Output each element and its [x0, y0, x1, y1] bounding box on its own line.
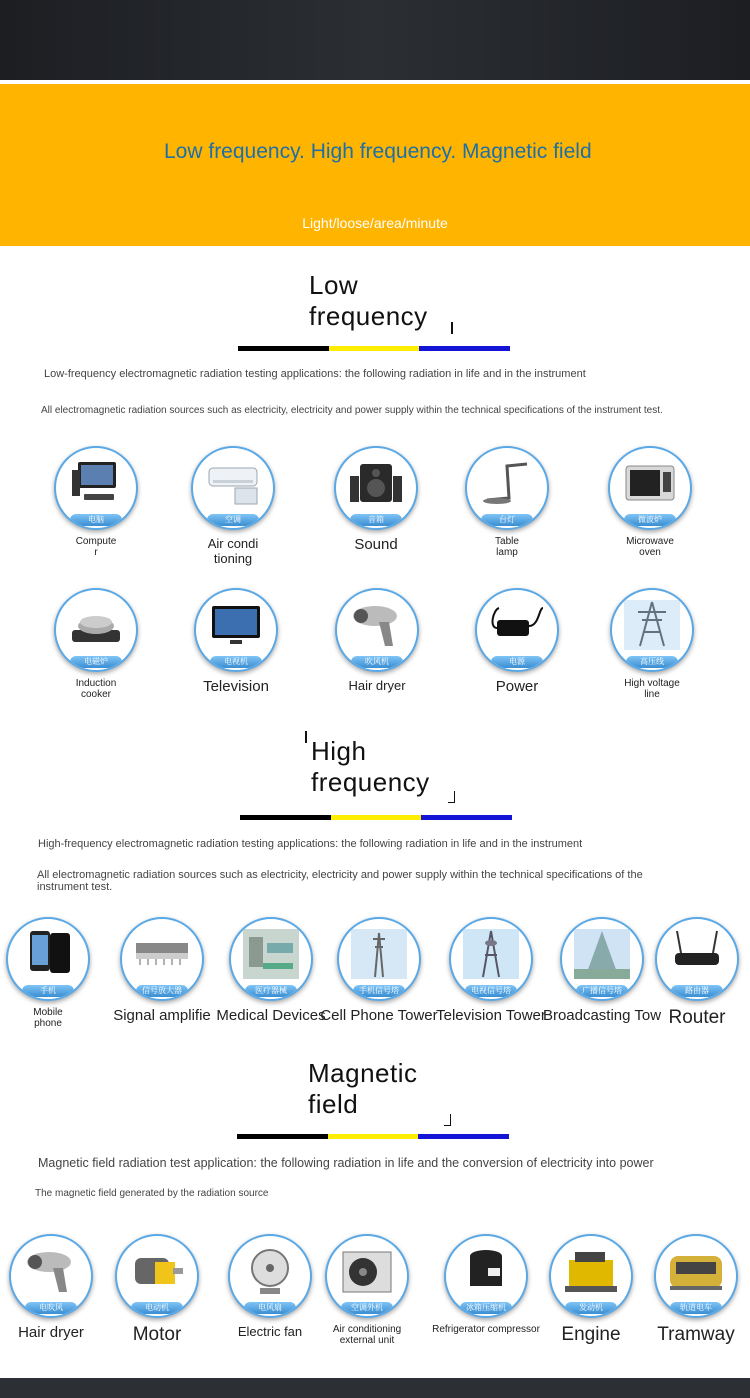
- magnetic-title-line1: Magnetic: [308, 1058, 418, 1088]
- high-title-line1: High: [311, 736, 367, 766]
- microwave-icon: [622, 458, 678, 508]
- item-label: Cell Phone Tower: [320, 1007, 438, 1024]
- item-label: Signal amplifie: [113, 1007, 211, 1024]
- tram-icon: [668, 1246, 724, 1296]
- hair-dryer-icon: [349, 600, 405, 650]
- item-chinese-tag: 电脑: [70, 514, 122, 526]
- item-image-circle: [9, 1234, 93, 1318]
- television-icon: [208, 600, 264, 650]
- magnetic-field-title: [308, 1058, 418, 1120]
- title-tick-mark: [305, 731, 307, 743]
- item-label: Table lamp: [495, 536, 519, 558]
- item-image-circle: [54, 446, 138, 530]
- item-label: Television Tower: [436, 1007, 546, 1024]
- item-chinese-tag: 电磁炉: [70, 656, 122, 668]
- item-image-circle: [449, 917, 533, 1001]
- application-item: [318, 917, 440, 1024]
- item-chinese-tag: 高压线: [626, 656, 678, 668]
- application-item: [316, 446, 436, 553]
- item-image-circle: [120, 917, 204, 1001]
- item-label: Hair dryer: [18, 1324, 84, 1341]
- item-image-circle: [229, 917, 313, 1001]
- power-adapter-icon: [489, 600, 545, 650]
- application-item: [642, 917, 750, 1028]
- item-label: Power: [495, 678, 539, 695]
- item-label: Mobile phone: [33, 1007, 63, 1029]
- router-icon: [669, 929, 725, 979]
- item-chinese-tag: 电吹风: [25, 1302, 77, 1314]
- high-frequency-title: [311, 736, 430, 798]
- item-image-circle: [608, 446, 692, 530]
- speaker-icon: [348, 458, 404, 508]
- hair-dryer-icon: [23, 1246, 79, 1296]
- application-item: [0, 1234, 111, 1341]
- magnetic-description-2: The magnetic field generated by the radiation source: [35, 1188, 269, 1199]
- item-chinese-tag: 手机信号塔: [353, 985, 405, 997]
- engine-icon: [563, 1246, 619, 1296]
- item-chinese-tag: 电风扇: [244, 1302, 296, 1314]
- high-title-line2: frequency: [311, 767, 430, 797]
- table-lamp-icon: [479, 458, 535, 508]
- application-item: [426, 1234, 546, 1335]
- high-description-2: All electromagnetic radiation sources such as electricity, electricity and power supply within the technical specifications of the instrument test.: [37, 869, 643, 893]
- ac-outdoor-unit-icon: [339, 1246, 395, 1296]
- item-image-circle: [6, 917, 90, 1001]
- item-label: Electric fan: [237, 1324, 303, 1339]
- item-image-circle: [475, 588, 559, 672]
- low-title-line2: frequency: [309, 301, 428, 331]
- item-image-circle: [115, 1234, 199, 1318]
- item-image-circle: [191, 446, 275, 530]
- item-chinese-tag: 音箱: [350, 514, 402, 526]
- magnetic-description-1: Magnetic field radiation test application: the following radiation in life and the conversion of electricity into power: [38, 1156, 654, 1170]
- item-chinese-tag: 台灯: [481, 514, 533, 526]
- item-label: Air condi tioning: [207, 536, 259, 566]
- application-item: [36, 588, 156, 700]
- electric-fan-icon: [242, 1246, 298, 1296]
- tricolor-divider: [240, 815, 512, 820]
- tricolor-divider: [237, 1134, 509, 1139]
- application-item: [592, 588, 712, 700]
- application-item: [97, 917, 227, 1024]
- item-image-circle: [610, 588, 694, 672]
- application-item: [211, 917, 331, 1024]
- item-chinese-tag: 信号放大器: [136, 985, 188, 997]
- item-label: High voltage line: [624, 678, 680, 700]
- item-label: Compute r: [75, 536, 117, 558]
- title-corner-mark: [448, 791, 455, 803]
- item-image-circle: [334, 446, 418, 530]
- low-description-1: Low-frequency electromagnetic radiation testing applications: the following radiation in life and in the instrument: [44, 368, 586, 380]
- application-item: [430, 917, 552, 1024]
- low-description-2: All electromagnetic radiation sources such as electricity, electricity and power supply within the technical specifications of the instrument test.: [41, 405, 663, 416]
- item-label: Refrigerator compressor: [432, 1324, 540, 1335]
- item-chinese-tag: 冰箱压缩机: [460, 1302, 512, 1314]
- medical-device-icon: [243, 929, 299, 979]
- banner-subtitle: Light/loose/area/minute: [302, 215, 448, 231]
- magnetic-title-line2: field: [308, 1089, 359, 1119]
- application-item: [307, 1234, 427, 1346]
- item-image-circle: [54, 588, 138, 672]
- item-label: Motor: [132, 1324, 182, 1345]
- top-dark-bar: [0, 0, 750, 80]
- air-conditioner-icon: [205, 458, 261, 508]
- item-image-circle: [325, 1234, 409, 1318]
- item-label: Hair dryer: [348, 678, 406, 693]
- banner-title: Low frequency. High frequency. Magnetic field: [164, 140, 592, 163]
- broadcast-tower-icon: [574, 929, 630, 979]
- tricolor-divider: [238, 346, 510, 351]
- tv-tower-icon: [463, 929, 519, 979]
- item-image-circle: [655, 917, 739, 1001]
- item-image-circle: [194, 588, 278, 672]
- low-frequency-title: [309, 270, 428, 332]
- application-item: [173, 446, 293, 566]
- item-chinese-tag: 路由器: [671, 985, 723, 997]
- title-tick-mark: [451, 322, 453, 334]
- title-corner-mark: [444, 1114, 451, 1126]
- item-label: Induction cooker: [75, 678, 117, 700]
- item-label: Television: [203, 678, 269, 695]
- item-image-circle: [337, 917, 421, 1001]
- item-label: Engine: [561, 1324, 621, 1345]
- compressor-icon: [458, 1246, 514, 1296]
- power-tower-icon: [624, 600, 680, 650]
- item-chinese-tag: 空调: [207, 514, 259, 526]
- application-item: [0, 917, 108, 1029]
- item-label: Broadcasting Tow: [542, 1007, 662, 1024]
- item-chinese-tag: 电视机: [210, 656, 262, 668]
- application-item: [97, 1234, 217, 1345]
- cell-tower-icon: [351, 929, 407, 979]
- low-title-line1: Low: [309, 270, 359, 300]
- high-description-1: High-frequency electromagnetic radiation testing applications: the following radiation in life and in the instrument: [38, 838, 583, 850]
- item-image-circle: [335, 588, 419, 672]
- item-label: Tramway: [657, 1324, 735, 1345]
- item-label: Medical Devices: [216, 1007, 326, 1024]
- application-item: [447, 446, 567, 558]
- application-item: [636, 1234, 750, 1345]
- signal-amplifier-icon: [134, 929, 190, 979]
- computer-icon: [68, 458, 124, 508]
- item-image-circle: [654, 1234, 738, 1318]
- item-image-circle: [228, 1234, 312, 1318]
- item-image-circle: [549, 1234, 633, 1318]
- application-item: [590, 446, 710, 558]
- application-item: [457, 588, 577, 695]
- item-image-circle: [560, 917, 644, 1001]
- item-chinese-tag: 轨道电车: [670, 1302, 722, 1314]
- application-item: [531, 1234, 651, 1345]
- item-chinese-tag: 电源: [491, 656, 543, 668]
- item-image-circle: [444, 1234, 528, 1318]
- item-label: Sound: [354, 536, 398, 553]
- application-item: [317, 588, 437, 693]
- item-chinese-tag: 吹风机: [351, 656, 403, 668]
- motor-icon: [129, 1246, 185, 1296]
- item-chinese-tag: 发动机: [565, 1302, 617, 1314]
- induction-cooker-icon: [68, 600, 124, 650]
- item-chinese-tag: 空调外机: [341, 1302, 393, 1314]
- item-chinese-tag: 手机: [22, 985, 74, 997]
- item-chinese-tag: 广播信号塔: [576, 985, 628, 997]
- application-item: [36, 446, 156, 558]
- item-chinese-tag: 医疗器械: [245, 985, 297, 997]
- item-chinese-tag: 电视信号塔: [465, 985, 517, 997]
- item-chinese-tag: 电动机: [131, 1302, 183, 1314]
- application-item: [176, 588, 296, 695]
- item-label: Microwave oven: [626, 536, 674, 558]
- mobile-phone-icon: [20, 929, 76, 979]
- item-label: Air conditioning external unit: [332, 1324, 402, 1346]
- item-image-circle: [465, 446, 549, 530]
- item-label: Router: [668, 1007, 726, 1028]
- bottom-dark-bar: [0, 1378, 750, 1398]
- item-chinese-tag: 微波炉: [624, 514, 676, 526]
